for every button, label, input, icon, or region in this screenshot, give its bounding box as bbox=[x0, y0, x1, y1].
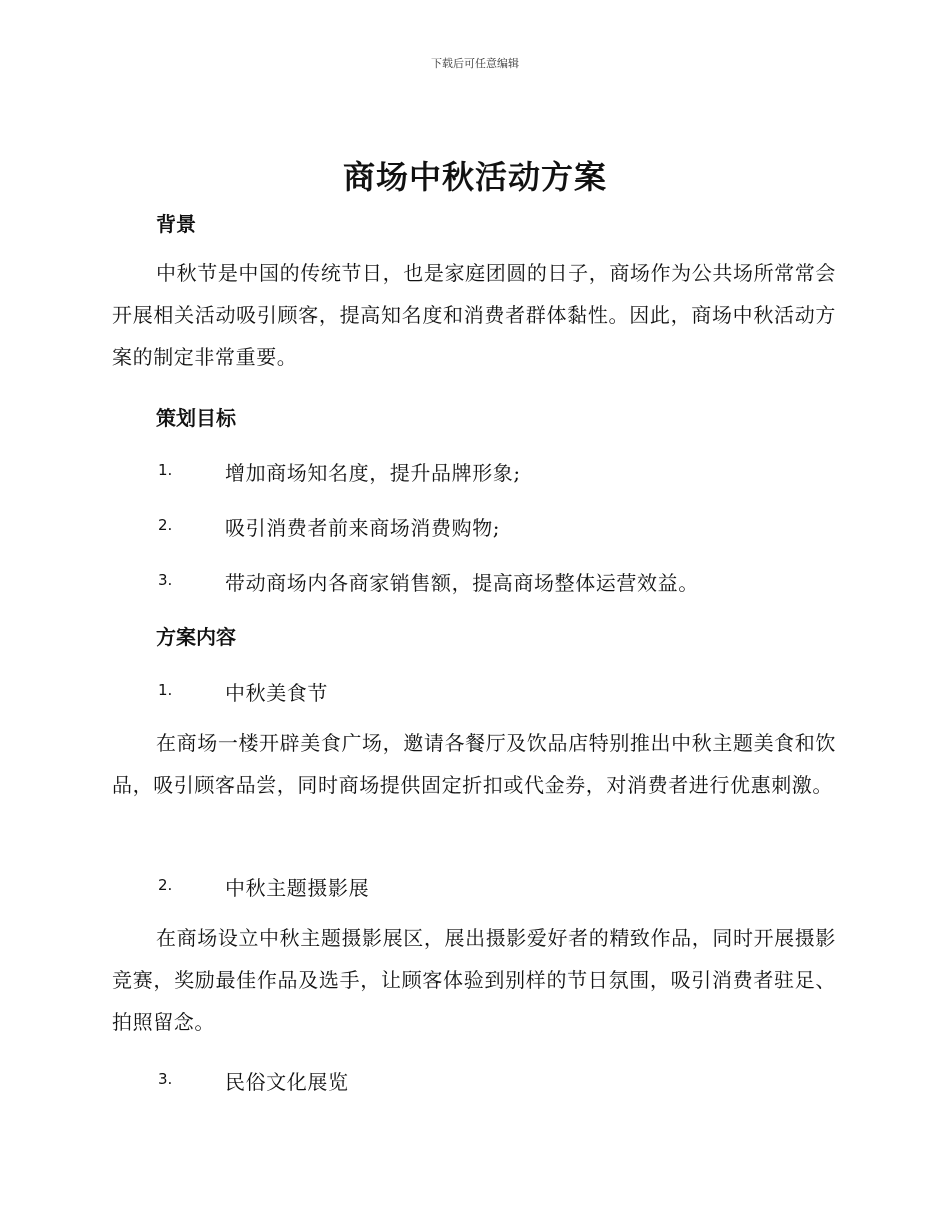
list-number: 1. bbox=[158, 681, 173, 699]
list-text: 吸引消费者前来商场消费购物; bbox=[225, 516, 501, 540]
list-text: 带动商场内各商家销售额，提高商场整体运营效益。 bbox=[225, 571, 699, 595]
list-number: 3. bbox=[158, 1070, 173, 1088]
page-title: 商场中秋活动方案 bbox=[342, 158, 607, 196]
content-item-1-paragraph: 在商场一楼开辟美食广场，邀请各餐厅及饮品店特别推出中秋主题美食和饮品，吸引顾客品尝，同时商场提供固定折扣或代金券，对消费者进行优惠刺激。 bbox=[112, 731, 836, 797]
list-number: 2. bbox=[158, 876, 173, 894]
page-header: 下载后可任意编辑 bbox=[431, 57, 519, 70]
list-text: 中秋主题摄影展 bbox=[225, 876, 370, 900]
list-number: 2. bbox=[158, 516, 173, 534]
section-heading-goals: 策划目标 bbox=[156, 406, 236, 430]
list-number: 1. bbox=[158, 461, 173, 479]
content-item-2-paragraph: 在商场设立中秋主题摄影展区，展出摄影爱好者的精致作品，同时开展摄影竞赛，奖励最佳作品及选手，让顾客体验到别样的节日氛围，吸引消费者驻足、拍照留念。 bbox=[112, 926, 836, 1034]
background-paragraph: 中秋节是中国的传统节日，也是家庭团圆的日子，商场作为公共场所常常会开展相关活动吸引顾客，提高知名度和消费者群体黏性。因此，商场中秋活动方案的制定非常重要。 bbox=[112, 261, 836, 369]
list-text: 民俗文化展览 bbox=[225, 1070, 349, 1094]
list-number: 3. bbox=[158, 571, 173, 589]
section-heading-background: 背景 bbox=[156, 212, 196, 236]
section-heading-content: 方案内容 bbox=[156, 625, 236, 649]
list-text: 中秋美食节 bbox=[225, 681, 328, 705]
list-text: 增加商场知名度，提升品牌形象; bbox=[225, 461, 521, 485]
